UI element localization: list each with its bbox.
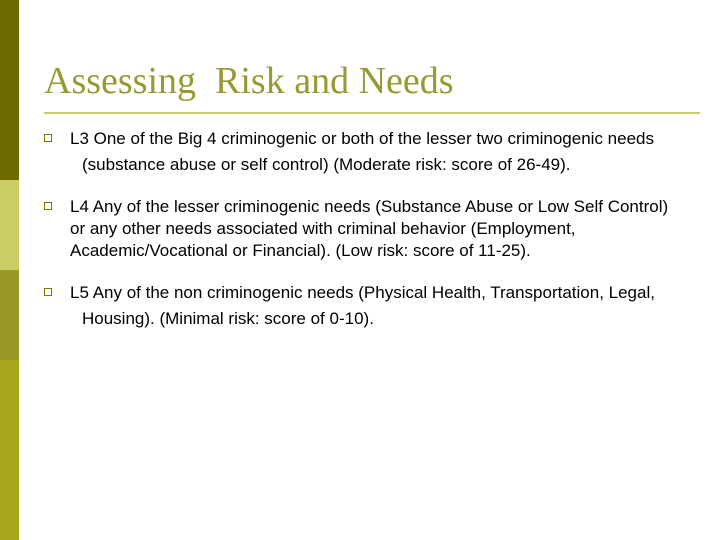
accent-bar-segment-4 — [0, 360, 19, 540]
title-underline — [44, 112, 700, 114]
bullet-item-l3 — [44, 128, 684, 176]
left-accent-bar — [0, 0, 19, 540]
bullet-item-l5 — [44, 282, 684, 330]
accent-bar-segment-1 — [0, 0, 19, 180]
bullet-text: L5 Any of the non criminogenic needs (Physical Health, Transportation, Legal, — [70, 283, 655, 302]
bullet-text: L4 Any of the lesser criminogenic needs (Substance Abuse or Low Self Control) or any other needs associated with criminal behavior (Employment, Academic/Vocational or Financial). (Low risk: score of 11-25). — [70, 197, 669, 260]
square-bullet-icon — [44, 288, 52, 296]
bullet-list — [44, 128, 684, 350]
accent-bar-segment-3 — [0, 270, 19, 360]
square-bullet-icon — [44, 134, 52, 142]
bullet-continuation: Housing). (Minimal risk: score of 0-10). — [82, 309, 374, 328]
accent-bar-segment-2 — [0, 180, 19, 270]
slide-title: Assessing Risk and Needs — [44, 60, 454, 102]
bullet-item-l4 — [44, 196, 684, 262]
bullet-continuation: (substance abuse or self control) (Moderate risk: score of 26-49). — [82, 155, 571, 174]
square-bullet-icon — [44, 202, 52, 210]
bullet-text: L3 One of the Big 4 criminogenic or both of the lesser two criminogenic needs — [70, 129, 654, 148]
